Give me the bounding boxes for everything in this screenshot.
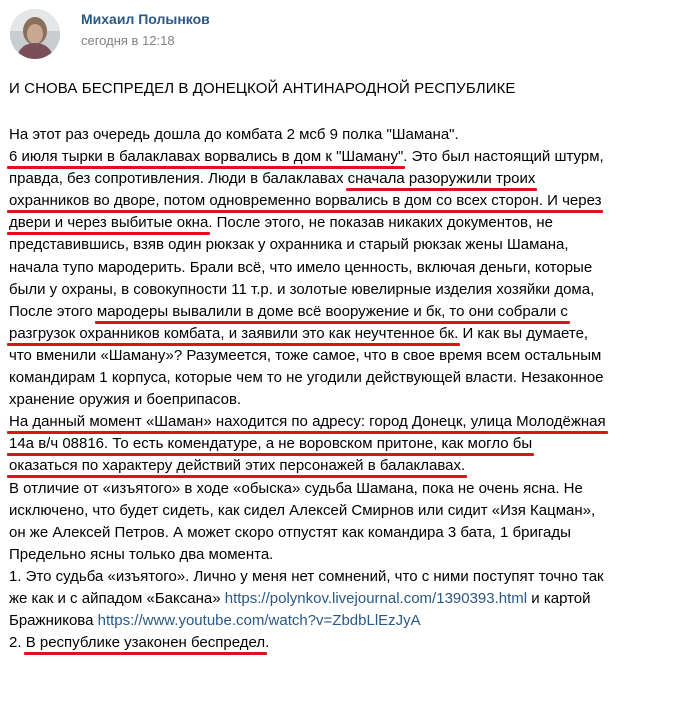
post-text-line — [9, 566, 671, 588]
text-segment: . — [265, 634, 270, 652]
post-text-line — [9, 522, 671, 544]
post-text-line — [9, 411, 671, 433]
text-segment: . Это был настоящий штурм, — [403, 148, 604, 166]
post-text-line — [9, 433, 671, 455]
text-segment: командирам 1 корпуса, которые чем то не угодили действующей власти. Незаконное — [9, 369, 604, 387]
post-text-line — [9, 190, 671, 212]
post-text-line — [9, 345, 671, 367]
post-text-line — [9, 478, 671, 500]
underlined-highlight: 14а в/ч 08816. То есть комендатуре, а не воровском притоне, как могло бы — [9, 435, 533, 453]
underlined-highlight: двери и через выбитые окна — [9, 214, 209, 232]
text-segment: были у охраны, в совокупности 11 т.р. и золотые ювелирные изделия хозяйки дома, — [9, 280, 595, 298]
text-segment: что вменили «Шаману»? Разумеется, тоже самое, что в свое время всем остальным — [9, 346, 602, 364]
text-segment: Предельно ясны только два момента. — [9, 545, 274, 563]
post-text-line — [9, 455, 671, 477]
text-segment: правда, без сопротивления. Люди в балаклавах — [9, 170, 348, 188]
text-segment: 2. — [9, 634, 26, 652]
text-segment: На этот раз очередь дошла до комбата 2 мсб 9 полка "Шамана". — [9, 126, 459, 143]
text-segment: же как и с айпадом «Баксана» — [9, 589, 225, 607]
text-segment: 1. Это судьба «изъятого». Лично у меня нет сомнений, что с ними поступят точно так — [9, 567, 604, 585]
post-text-line — [9, 279, 671, 301]
author-name[interactable]: Михаил Полынков — [81, 11, 210, 27]
post-text-line — [9, 389, 671, 411]
text-segment: И как вы думаете, — [458, 324, 589, 342]
post-text-line — [9, 234, 671, 256]
post-link[interactable]: https://polynkov.livejournal.com/1390393.html — [224, 589, 528, 607]
post-time[interactable]: сегодня в 12:18 — [81, 33, 175, 48]
underlined-highlight: мародеры вывалили в доме всё вооружение и бк, то они собрали с — [96, 302, 568, 320]
text-segment: и картой — [527, 589, 591, 607]
text-segment: хранение оружия и боеприпасов. — [9, 391, 242, 409]
post-text-line — [9, 124, 671, 146]
text-segment: он же Алексей Петров. А может скоро отпустят как командира 3 бата, 1 бригады — [9, 523, 571, 541]
author-avatar[interactable] — [10, 9, 60, 59]
post-text-line — [9, 588, 671, 610]
underlined-highlight: 6 июля тырки в балаклавах ворвались в дом к "Шаману" — [9, 148, 404, 166]
user-photo-icon — [10, 9, 60, 59]
text-segment: После этого — [9, 302, 97, 320]
post-title: И СНОВА БЕСПРЕДЕЛ В ДОНЕЦКОЙ АНТИНАРОДНОЙ РЕСПУБЛИКЕ — [9, 80, 516, 97]
underlined-highlight: разгрузок охранников комбата, и заявили это как неучтенное бк. — [9, 324, 459, 342]
text-segment: начала тупо мародерить. Брали всё, что имело ценность, включая деньги, которые — [9, 258, 593, 276]
text-segment: Бражникова — [9, 612, 98, 630]
post-link[interactable]: https://www.youtube.com/watch?v=ZbdbLlEzJyA — [97, 612, 421, 630]
post-text-line — [9, 146, 671, 168]
text-segment: представившись, взяв один рюкзак у охранника и старый рюкзак жены Шамана, — [9, 236, 569, 254]
post-text-line — [9, 632, 671, 654]
underlined-highlight: сначала разоружили троих — [347, 170, 536, 188]
post-text — [9, 124, 671, 654]
post-text-line — [9, 323, 671, 345]
text-segment: исключено, что будет сидеть, как сидел Алексей Смирнов или сидит «Изя Кацман», — [9, 501, 596, 519]
post-text-line — [9, 168, 671, 190]
text-segment: . После этого, не показав никаких документов, не — [208, 214, 553, 232]
post-text-line — [9, 544, 671, 566]
post-text-line — [9, 500, 671, 522]
post-text-line — [9, 212, 671, 234]
post-text-line — [9, 367, 671, 389]
underlined-highlight: На данный момент «Шаман» находится по адресу: город Донецк, улица Молодёжная — [9, 413, 606, 431]
text-segment: В отличие от «изъятого» в ходе «обыска» судьба Шамана, пока не очень ясна. Не — [9, 479, 583, 497]
post-text-line — [9, 257, 671, 279]
underlined-highlight: оказаться по характеру действий этих персонажей в балаклавах. — [9, 457, 466, 475]
underlined-highlight: В республике узаконен беспредел — [25, 634, 266, 652]
post-text-line — [9, 301, 671, 323]
underlined-highlight: охранников во дворе, потом одновременно ворвались в дом со всех сторон. И через — [9, 192, 602, 210]
post-text-line — [9, 610, 671, 632]
